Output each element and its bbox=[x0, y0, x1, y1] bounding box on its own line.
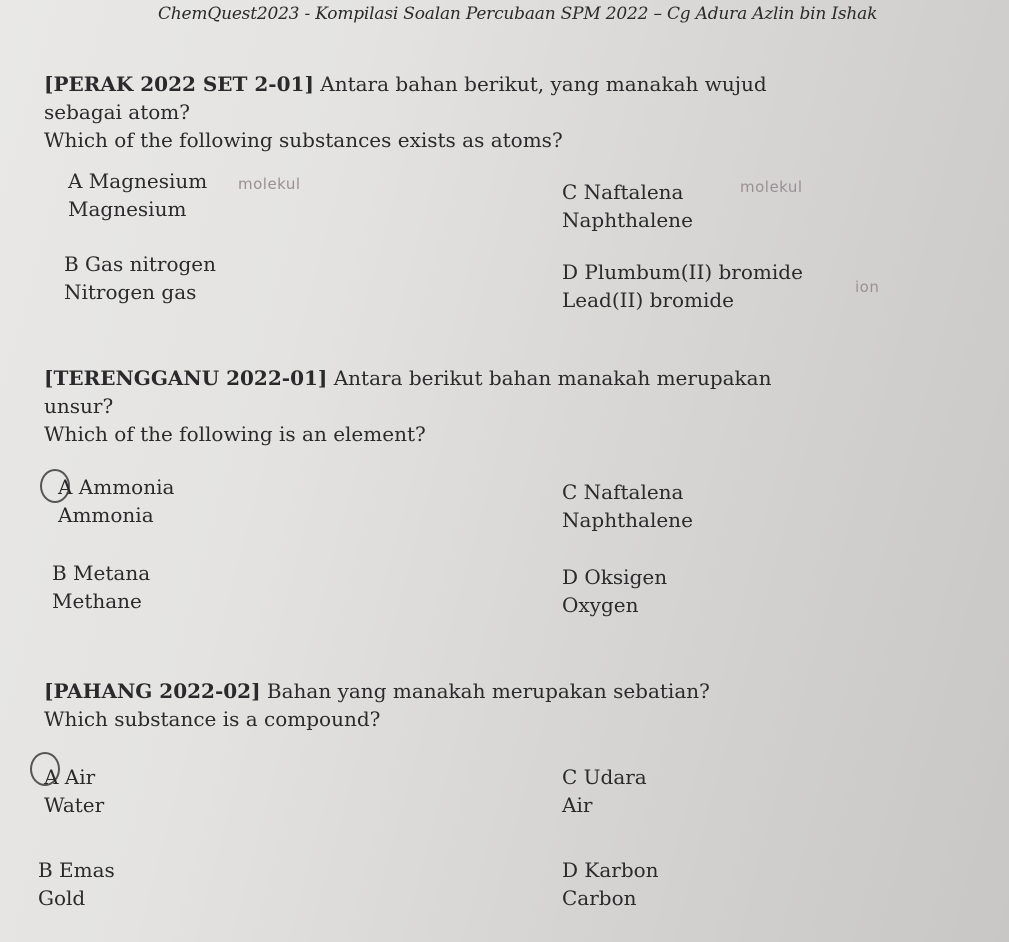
option-malay: D Plumbum(II) bromide bbox=[562, 260, 803, 284]
question-2-stem bbox=[44, 364, 964, 448]
handwritten-note-a: molekul bbox=[238, 175, 301, 193]
option-english: Oxygen bbox=[562, 593, 639, 617]
option-english: Methane bbox=[52, 589, 142, 613]
question-1-option-a bbox=[68, 167, 207, 223]
handwritten-note-d: ion bbox=[855, 278, 880, 296]
option-malay: C Naftalena bbox=[562, 480, 684, 504]
question-1-tag: [PERAK 2022 SET 2-01] bbox=[44, 72, 314, 96]
question-2-option-d bbox=[562, 563, 667, 619]
question-3-option-c bbox=[562, 763, 647, 819]
question-3-stem bbox=[44, 677, 964, 733]
question-2-option-a bbox=[58, 473, 174, 529]
option-malay: D Karbon bbox=[562, 858, 659, 882]
question-2-malay-cont: unsur? bbox=[44, 394, 114, 418]
option-malay: D Oksigen bbox=[562, 565, 668, 589]
option-malay: B Gas nitrogen bbox=[64, 252, 217, 276]
question-3-option-d bbox=[562, 856, 659, 912]
question-3-tag: [PAHANG 2022-02] bbox=[44, 679, 261, 703]
option-english: Naphthalene bbox=[562, 508, 693, 532]
option-english: Lead(II) bromide bbox=[562, 288, 735, 312]
question-3-malay-text: Bahan yang manakah merupakan sebatian? bbox=[260, 679, 710, 703]
option-malay: A Ammonia bbox=[58, 475, 175, 499]
option-english: Air bbox=[562, 793, 593, 817]
option-english: Naphthalene bbox=[562, 208, 693, 232]
question-1-malay-text: Antara bahan berikut, yang manakah wujud bbox=[313, 72, 767, 96]
document-header: ChemQuest2023 - Kompilasi Soalan Percubaan SPM 2022 – Cg Adura Azlin bin Ishak bbox=[158, 4, 878, 24]
question-1-english: Which of the following substances exists as atoms? bbox=[44, 128, 563, 152]
option-english: Gold bbox=[38, 886, 86, 910]
option-english: Carbon bbox=[562, 886, 637, 910]
option-english: Ammonia bbox=[58, 503, 154, 527]
option-malay: B Emas bbox=[38, 858, 115, 882]
question-1-malay-cont: sebagai atom? bbox=[44, 100, 190, 124]
question-1-option-d bbox=[562, 258, 803, 314]
question-3-option-a bbox=[44, 763, 104, 819]
option-malay: B Metana bbox=[52, 561, 151, 585]
question-2-malay-text: Antara berikut bahan manakah merupakan bbox=[327, 366, 772, 390]
question-3-english: Which substance is a compound? bbox=[44, 707, 381, 731]
handwritten-note-c: molekul bbox=[740, 178, 803, 196]
option-english: Nitrogen gas bbox=[64, 280, 197, 304]
question-2-malay bbox=[44, 364, 964, 392]
option-malay: C Naftalena bbox=[562, 180, 684, 204]
question-2-option-c bbox=[562, 478, 693, 534]
question-2-tag: [TERENGGANU 2022-01] bbox=[44, 366, 328, 390]
option-english: Magnesium bbox=[68, 197, 187, 221]
option-malay: A Magnesium bbox=[68, 169, 208, 193]
question-2-english: Which of the following is an element? bbox=[44, 422, 426, 446]
question-1-stem bbox=[44, 70, 964, 154]
question-1-option-c bbox=[562, 178, 693, 234]
question-1-option-b bbox=[64, 250, 216, 306]
question-3-option-b bbox=[38, 856, 115, 912]
option-malay: C Udara bbox=[562, 765, 647, 789]
option-malay: A Air bbox=[44, 765, 96, 789]
question-1-malay bbox=[44, 70, 964, 98]
question-2-option-b bbox=[52, 559, 150, 615]
option-english: Water bbox=[44, 793, 105, 817]
question-3-malay bbox=[44, 677, 964, 705]
